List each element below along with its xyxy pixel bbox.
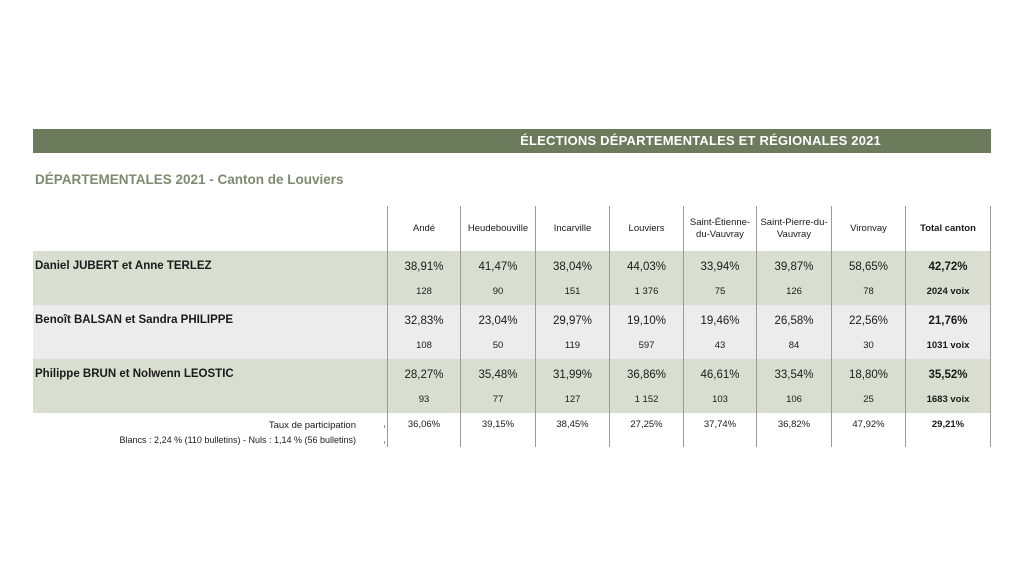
percent-cell: 44,03% bbox=[626, 261, 666, 273]
percent-cell: 28,27% bbox=[404, 369, 444, 381]
votes-cell: 126 bbox=[786, 286, 802, 297]
votes-cell: 1 152 bbox=[634, 394, 659, 405]
percent-cell: 41,47% bbox=[478, 261, 518, 273]
votes-cell: 84 bbox=[788, 340, 800, 351]
percent-cell: 19,46% bbox=[700, 315, 740, 327]
votes-cell: 78 bbox=[863, 286, 874, 297]
percent-cell: 35,52% bbox=[928, 369, 968, 381]
percent-cell: 39,87% bbox=[774, 261, 814, 273]
participation-label: Taux de participation bbox=[268, 420, 356, 431]
column-header bbox=[757, 206, 831, 252]
column-header-label bbox=[554, 223, 592, 235]
column-header-line: Andé bbox=[412, 223, 436, 234]
participation-cell: 29,21% bbox=[931, 419, 965, 430]
votes-cell: 77 bbox=[492, 394, 504, 405]
percent-cell: 21,76% bbox=[928, 315, 968, 327]
column-header-label bbox=[468, 223, 528, 235]
column-header-line: Saint-Étienne- bbox=[689, 217, 751, 228]
votes-cell: 30 bbox=[863, 340, 874, 351]
column-header-line: Vironvay bbox=[850, 223, 887, 234]
column-header bbox=[388, 206, 460, 252]
percent-cell: 23,04% bbox=[478, 315, 518, 327]
votes-cell: 2024 voix bbox=[926, 286, 970, 297]
percent-cell: 19,10% bbox=[626, 315, 666, 327]
votes-cell: 119 bbox=[564, 340, 581, 351]
votes-cell: 90 bbox=[492, 286, 504, 297]
votes-cell: 93 bbox=[418, 394, 430, 405]
column-header-line: Incarville bbox=[553, 223, 592, 234]
participation-cell: 37,74% bbox=[703, 419, 737, 430]
votes-cell: 50 bbox=[492, 340, 504, 351]
column-header-total bbox=[906, 206, 990, 252]
percent-cell: 29,97% bbox=[552, 315, 592, 327]
participation-cell: 36,82% bbox=[777, 419, 811, 430]
column-header-label bbox=[629, 223, 665, 235]
percent-cell: 46,61% bbox=[700, 369, 740, 381]
percent-cell: 31,99% bbox=[552, 369, 592, 381]
votes-cell: 106 bbox=[786, 394, 802, 405]
divider-tick bbox=[384, 441, 385, 444]
votes-cell: 128 bbox=[416, 286, 432, 297]
percent-cell: 22,56% bbox=[848, 315, 888, 327]
votes-cell: 127 bbox=[564, 394, 581, 405]
column-header-label bbox=[690, 217, 750, 241]
participation-cell: 38,45% bbox=[556, 419, 589, 430]
percent-cell: 26,58% bbox=[774, 315, 814, 327]
participation-cell: 47,92% bbox=[852, 419, 885, 430]
participation-cell: 39,15% bbox=[481, 419, 515, 430]
percent-cell: 33,94% bbox=[700, 261, 740, 273]
column-divider bbox=[990, 206, 991, 447]
votes-cell: 1 376 bbox=[634, 286, 659, 297]
column-header-label bbox=[760, 217, 827, 241]
column-header-line: Total canton bbox=[920, 223, 976, 234]
column-header-label bbox=[920, 223, 976, 235]
column-header-line: Heudebouville bbox=[467, 223, 529, 234]
percent-cell: 18,80% bbox=[848, 369, 888, 381]
percent-cell: 58,65% bbox=[848, 261, 888, 273]
percent-cell: 42,72% bbox=[928, 261, 968, 273]
votes-cell: 1031 voix bbox=[926, 340, 970, 351]
column-header-line: Vauvray bbox=[776, 229, 812, 240]
column-header-label bbox=[413, 223, 435, 235]
percent-cell: 35,48% bbox=[478, 369, 518, 381]
column-header-line: du-Vauvray bbox=[696, 229, 744, 240]
participation-cell: 36,06% bbox=[407, 419, 441, 430]
column-header bbox=[684, 206, 756, 252]
candidate-name: Philippe BRUN et Nolwenn LEOSTIC bbox=[35, 368, 234, 380]
votes-cell: 25 bbox=[863, 394, 874, 405]
percent-cell: 32,83% bbox=[404, 315, 444, 327]
votes-cell: 108 bbox=[416, 340, 432, 351]
column-header-label bbox=[850, 223, 887, 235]
blancs-nuls-note: Blancs : 2,24 % (110 bulletins) - Nuls : 1,14 % (56 bulletins) bbox=[119, 435, 356, 445]
divider-tick bbox=[384, 425, 385, 428]
participation-cell: 27,25% bbox=[630, 419, 663, 430]
percent-cell: 38,04% bbox=[552, 261, 592, 273]
column-header-line: Saint-Pierre-du- bbox=[760, 217, 828, 228]
banner-title: ÉLECTIONS DÉPARTEMENTALES ET RÉGIONALES 2021 bbox=[520, 133, 881, 148]
candidate-name: Daniel JUBERT et Anne TERLEZ bbox=[35, 260, 212, 272]
percent-cell: 33,54% bbox=[774, 369, 814, 381]
page-subtitle: DÉPARTEMENTALES 2021 - Canton de Louviers bbox=[35, 172, 344, 187]
column-header bbox=[610, 206, 683, 252]
votes-cell: 151 bbox=[564, 286, 581, 297]
column-header bbox=[536, 206, 609, 252]
votes-cell: 1683 voix bbox=[926, 394, 970, 405]
column-header bbox=[461, 206, 535, 252]
title-banner bbox=[33, 129, 991, 153]
votes-cell: 75 bbox=[714, 286, 726, 297]
column-header-line: Louviers bbox=[628, 223, 665, 234]
column-header bbox=[832, 206, 905, 252]
votes-cell: 43 bbox=[714, 340, 726, 351]
votes-cell: 103 bbox=[712, 394, 728, 405]
candidate-name: Benoît BALSAN et Sandra PHILIPPE bbox=[35, 314, 234, 326]
votes-cell: 597 bbox=[638, 340, 655, 351]
percent-cell: 38,91% bbox=[404, 261, 444, 273]
percent-cell: 36,86% bbox=[626, 369, 666, 381]
